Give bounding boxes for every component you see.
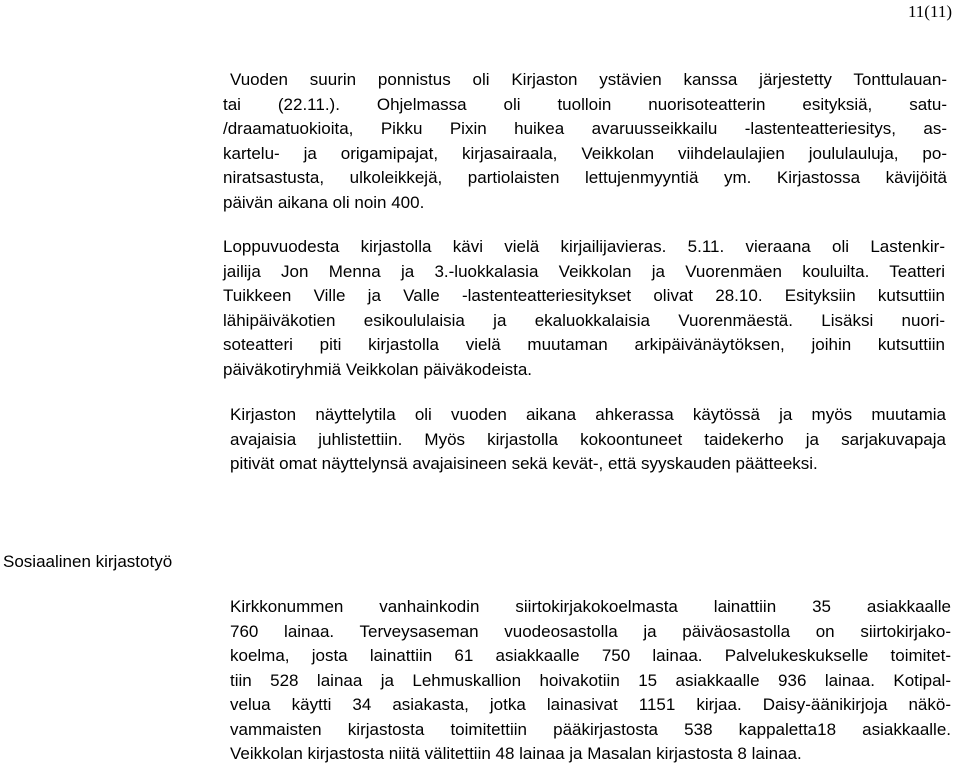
paragraph-line: tiin 528 lainaa ja Lehmuskallion hoivakotiin 15 asiakkaalle 936 lainaa. Kotipal- [230, 670, 951, 690]
paragraph-line: Vuoden suurin ponnistus oli Kirjaston ystävien kanssa järjestetty Tonttulauan- [230, 70, 947, 89]
paragraph-line: vammaisten kirjastosta toimitettiin pääkirjastosta 538 kappaletta18 asiakkaalle. [230, 719, 951, 739]
paragraph-kirjailijavieras [223, 235, 945, 382]
paragraph-line: 760 lainaa. Terveysaseman vuodeosastolla ja päiväosastolla on siirtokirjako- [230, 621, 951, 641]
paragraph-line: päiväkotiryhmiä Veikkolan päiväkodeista. [223, 359, 533, 379]
paragraph-nayttelytila [230, 403, 946, 477]
paragraph-line: Kirjaston näyttelytila oli vuoden aikana ahkerassa käytössä ja myös muutamia [230, 405, 946, 424]
paragraph-line: /draamatuokioita, Pikku Pixin huikea avaruusseikkailu -lastenteatteriesitys, as- [223, 119, 947, 138]
paragraph-line: avajaisia juhlistettiin. Myös kirjastolla kokoontuneet taidekerho ja sarjakuvapaja [230, 429, 946, 449]
paragraph-line: tai (22.11.). Ohjelmassa oli tuolloin nuorisoteatterin esityksiä, satu- [223, 94, 947, 114]
paragraph-line: koelma, josta lainattiin 61 asiakkaalle 750 lainaa. Palvelukeskukselle toimitet- [230, 646, 951, 665]
paragraph-line: pitivät omat näyttelynsä avajaisineen sekä kevät-, että syyskauden päätteeksi. [230, 454, 818, 473]
paragraph-line: velua käytti 34 asiakasta, jotka lainasivat 1151 kirjaa. Daisy-äänikirjoja näkö- [230, 695, 951, 714]
paragraph-line: Loppuvuodesta kirjastolla kävi vielä kirjailijavieras. 5.11. vieraana oli Lastenkir- [223, 237, 945, 256]
paragraph-tonttulauantai [223, 68, 947, 215]
paragraph-line: soteatteri piti kirjastolla vielä muutaman arkipäivänäytöksen, joihin kutsuttiin [223, 335, 945, 354]
section-heading: Sosiaalinen kirjastotyö [3, 552, 173, 571]
paragraph-line: kartelu- ja origamipajat, kirjasairaala, Veikkolan viihdelaulajien joululauluja, po- [223, 143, 947, 163]
paragraph-line: Veikkolan kirjastosta niitä välitettiin 48 lainaa ja Masalan kirjastosta 8 lainaa. [230, 744, 802, 763]
page-number: 11(11) [907, 2, 952, 21]
paragraph-line: jailija Jon Menna ja 3.-luokkalasia Veikkolan ja Vuorenmäen kouluilta. Teatteri [223, 261, 945, 281]
paragraph-line: Tuikkeen Ville ja Valle -lastenteatteriesitykset olivat 28.10. Esityksiin kutsuttiin [223, 286, 945, 305]
paragraph-line: Kirkkonummen vanhainkodin siirtokirjakokoelmasta lainattiin 35 asiakkaalle [230, 597, 951, 616]
paragraph-line: päivän aikana oli noin 400. [223, 192, 425, 212]
paragraph-line: niratsastusta, ulkoleikkejä, partiolaisten lettujenmyyntiä ym. Kirjastossa kävijöitä [223, 168, 947, 187]
paragraph-sosiaalinen-kirjastotyo [230, 595, 951, 767]
paragraph-line: lähipäiväkotien esikoululaisia ja ekaluokkalaisia Vuorenmäestä. Lisäksi nuori- [223, 310, 945, 330]
